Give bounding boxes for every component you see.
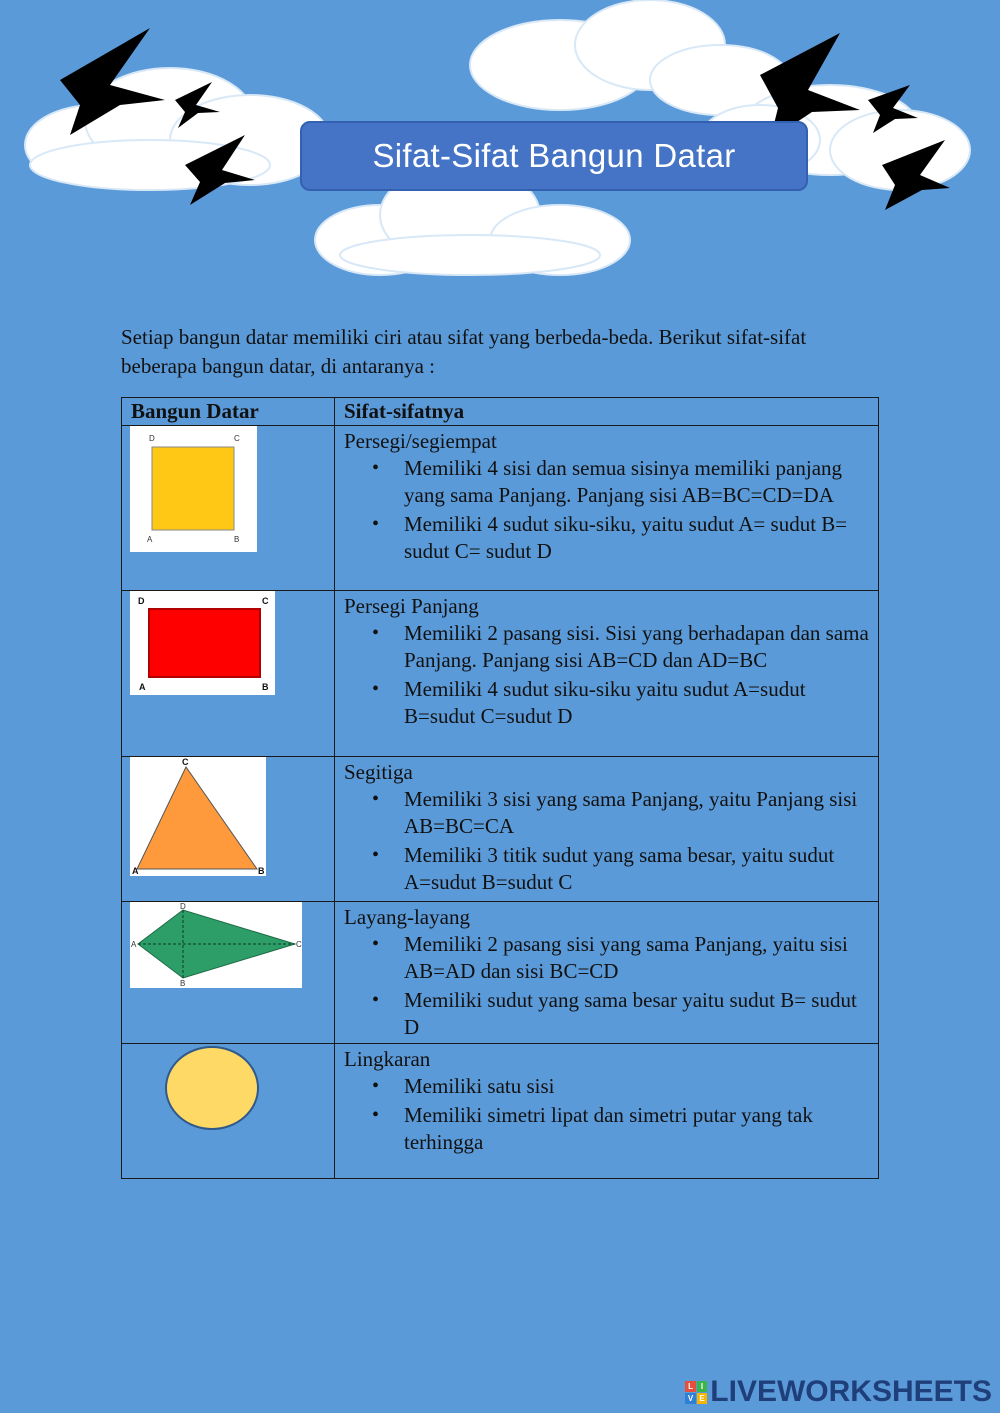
intro-paragraph: Setiap bangun datar memiliki ciri atau sifat yang berbeda-beda. Berikut sifat-sifat beberapa bangun datar, di antaranya : [121,325,807,378]
list-item: • Memiliki 3 titik sudut yang sama besar, yaitu sudut A=sudut B=sudut C [394,842,870,896]
logo-mark-icon [685,1381,707,1403]
table-header-row [122,398,879,426]
vertex-label: A [132,866,139,876]
properties-cell [335,902,879,1044]
list-item: • Memiliki 2 pasang sisi yang sama Panjang, yaitu sisi AB=AD dan sisi BC=CD [394,931,870,985]
logo-mark-letter: I [697,1381,708,1392]
vertex-label: B [258,866,265,876]
list-item: • Memiliki 3 sisi yang sama Panjang, yaitu Panjang sisi AB=BC=CA [394,786,870,840]
vertex-label: B [234,535,240,544]
rectangle-shape [149,609,260,677]
list-item: • Memiliki satu sisi [394,1073,870,1100]
shape-cell [122,1044,335,1179]
vertex-label: A [131,940,137,949]
page-title: Sifat-Sifat Bangun Datar [300,121,808,191]
property-list [344,931,870,1041]
logo-text: LIVEWORKSHEETS [710,1375,992,1408]
shape-cell [122,757,335,902]
header-shape: Bangun Datar [122,398,335,426]
properties-table [121,397,879,1179]
shape-name: Persegi Panjang [344,594,479,618]
rectangle-figure [130,591,275,695]
kite-shape [138,910,295,978]
vertex-label: C [262,596,269,606]
vertex-label: A [147,535,153,544]
vertex-label: A [139,682,146,692]
list-item: • Memiliki 4 sudut siku-siku yaitu sudut A=sudut B=sudut C=sudut D [394,676,870,730]
circle-shape [166,1047,258,1129]
property-list [344,620,870,730]
logo-mark-letter: V [685,1393,696,1404]
triangle-figure [130,757,266,876]
square-shape [152,447,234,530]
list-item: • Memiliki 4 sudut siku-siku, yaitu sudut A= sudut B= sudut C= sudut D [394,511,870,565]
properties-cell [335,591,879,757]
property-list [344,455,870,565]
vertex-label: B [180,979,186,988]
vertex-label: C [296,940,302,949]
table-row [122,426,879,591]
list-item: • Memiliki sudut yang sama besar yaitu sudut B= sudut D [394,987,870,1041]
table-row [122,1044,879,1179]
table-row [122,757,879,902]
list-item: • Memiliki 4 sisi dan semua sisinya memiliki panjang yang sama Panjang. Panjang sisi AB=BC=CD=DA [394,455,870,509]
triangle-shape [137,767,257,869]
property-list [344,786,870,896]
vertex-label: C [182,757,189,767]
properties-cell [335,1044,879,1179]
table-row [122,902,879,1044]
vertex-label: D [180,902,186,911]
liveworksheets-logo [685,1375,992,1409]
properties-cell [335,426,879,591]
logo-mark-letter: L [685,1381,696,1392]
shape-cell [122,902,335,1044]
kite-figure [130,902,302,988]
vertex-label: B [262,682,269,692]
square-figure [130,426,257,552]
vertex-label: D [149,434,155,443]
table-row [122,591,879,757]
properties-cell [335,757,879,902]
list-item: • Memiliki simetri lipat dan simetri putar yang tak terhingga [394,1102,870,1156]
shape-name: Layang-layang [344,905,470,929]
header-properties: Sifat-sifatnya [335,398,879,426]
shape-name: Persegi/segiempat [344,429,497,453]
vertex-label: D [138,596,145,606]
logo-mark-letter: E [697,1393,708,1404]
shape-name: Lingkaran [344,1047,431,1071]
shape-cell [122,426,335,591]
circle-figure [163,1045,263,1135]
property-list [344,1073,870,1156]
shape-cell [122,591,335,757]
list-item: • Memiliki 2 pasang sisi. Sisi yang berhadapan dan sama Panjang. Panjang sisi AB=CD dan AD=BC [394,620,870,674]
cloud-bottom-4 [340,235,600,275]
vertex-label: C [234,434,240,443]
shape-name: Segitiga [344,760,413,784]
